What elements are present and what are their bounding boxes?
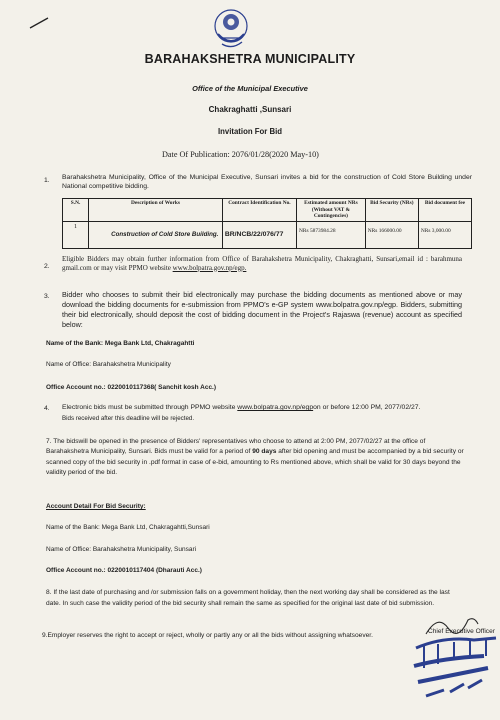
item-8-text: 8. If the last date of purchasing and /or submission falls on a government holiday, then the next working day shall be considered as the last date. In such case the validity period of the bid security shall remain the same as specified for the original last date of bid submission. (46, 589, 450, 607)
item-2-text-b: a gmail.com or may visit PPMO website (62, 255, 462, 272)
cell-security: NRs 166000.00 (365, 221, 418, 248)
item-4-text-b: on or before 12:00 PM, 2077/02/27. (313, 404, 421, 411)
cell-sn: 1 (63, 221, 89, 248)
page-title: BARAHAKSHETRA MUNICIPALITY (144, 52, 356, 66)
item-1-number: 1. (44, 177, 50, 184)
bid-table-header-row (63, 199, 472, 222)
item-4-text (62, 402, 462, 424)
cell-fee: NRs 3,000.00 (418, 221, 471, 248)
col-contract-id: Contract Identification No. (222, 199, 296, 222)
office-name-1: Name of Office: Barahakshetra Municipality (46, 361, 171, 368)
col-estimated: Estimated amount NRs (Without VAT & Contingencies) (297, 199, 366, 222)
item-7-text-b: after bid opening and must be accompanied by a bid security or scanned copy of the bid security in .pdf format in case of e-bid, amounting to Rs mentioned above, which shall be valid for 30 days beyond the validity period of the bid. (46, 448, 464, 477)
location: Chakraghatti ,Sunsari (208, 105, 292, 114)
col-security: Bid Security (NRs) (365, 199, 418, 222)
signature-title: Chief Executive Officer (428, 628, 495, 635)
item-2-number: 2. (44, 263, 50, 270)
office-account-2: Office Account no.: 0220010117404 (Dharauti Acc.) (46, 567, 202, 574)
notice-subject: Invitation For Bid (217, 127, 283, 136)
item-7-text (46, 437, 466, 479)
bid-security-heading: Account Detail For Bid Security: (46, 503, 146, 510)
cell-estimated: NRs 5873984.28 (297, 221, 366, 248)
item-9-text: 9.Employer reserves the right to accept or reject, wholly or partly any or all the bids without assigning whatsoever. (42, 632, 373, 639)
municipality-emblem-stamp (206, 4, 256, 54)
item-4-text-c: Bids received after this deadline will be rejected. (62, 415, 195, 422)
bid-table (62, 198, 472, 249)
item-2-text (62, 255, 462, 272)
bank-name-2: Name of the Bank: Mega Bank Ltd, Chakragahtti,Sunsari (46, 524, 210, 531)
col-sn: S.N. (63, 199, 89, 222)
item-7-text-a: 7. The bidswill be opened in the presence of Bidders' representatives who choose to attend at 2:00 PM, 2077/02/27 at the office of Barahakshetra Municipality, Sunsari. Bids must be valid for a period of (46, 438, 426, 456)
item-3-text: Bidder who chooses to submit their bid electronically may purchase the bidding documents as mentioned above or may download the bidding documents for e-submission from PPMO's e-GP system www.bolpatra.gov.np/egp. Bidders, submitting their bid electronically, should deposit the cost of bidding document in the Project's Rajaswa (revenue) account as specified below: (62, 290, 462, 329)
col-description: Description of Works (89, 199, 223, 222)
office-account-1: Office Account no.: 0220010117368( Sanchit kosh Acc.) (46, 384, 217, 391)
cell-contract-id: BR/NCB/22/076/77 (222, 221, 296, 248)
col-fee: Bid document fee (418, 199, 471, 222)
official-seal-stamp (404, 618, 500, 718)
office-name-2: Name of Office: Barahakshetra Municipality, Sunsari (46, 546, 197, 553)
bank-name-1: Name of the Bank: Mega Bank Ltd, Chakragahtti (46, 340, 195, 347)
bolpatra-link[interactable]: www.bolpatra.gov.np/egp (237, 404, 314, 411)
item-4-text-a: Electronic bids must be submitted through PPMO website (62, 404, 238, 411)
item-7-bold: 90 days (252, 448, 277, 456)
margin-mark (28, 14, 50, 32)
item-2-text-a: Eligible Bidders may obtain further information from Office of Barahakshetra Municipality, Chakraghatti, Sunsari,email id : barahmun (62, 255, 459, 263)
item-4-number: 4. (44, 405, 50, 412)
ppmo-link[interactable]: www.bolpatra.gov.np/egp. (172, 263, 247, 272)
item-1-text: Barahakshetra Municipality, Office of the Municipal Executive, Sunsari invites a bid for the construction of Cold Store Building under National competitive bidding. (62, 174, 472, 190)
cell-description: Construction of Cold Store Building. (89, 221, 223, 248)
office-name: Office of the Municipal Executive (192, 84, 308, 93)
item-3-number: 3. (44, 293, 50, 300)
table-row (63, 221, 472, 248)
publication-date: Date Of Publication: 2076/01/28(2020 May-10) (162, 150, 319, 159)
